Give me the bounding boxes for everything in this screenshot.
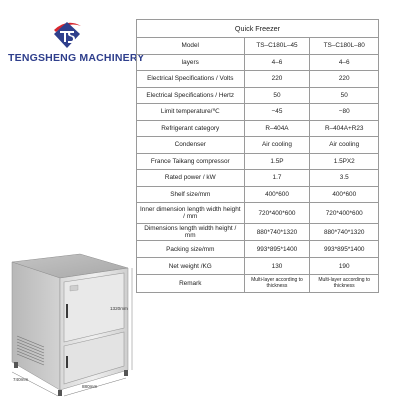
spec-value: 220 (244, 71, 310, 88)
table-row (137, 275, 379, 293)
spec-value: 1.5PX2 (310, 153, 379, 170)
table-row (137, 170, 379, 187)
spec-label: Inner dimension length width height / mm (137, 203, 245, 224)
spec-table-title: Quick Freezer (137, 20, 379, 38)
quick-freezer-illustration (0, 250, 135, 400)
spec-value: −80 (310, 104, 379, 121)
width-dimension-label: 880mm (82, 384, 98, 389)
spec-value: Air cooling (244, 137, 310, 154)
spec-label: Model (137, 38, 245, 55)
spec-value: 1.5P (244, 153, 310, 170)
spec-value: 400*600 (310, 186, 379, 203)
spec-value: 50 (244, 87, 310, 104)
spec-value-model-80: TS–C180L–80 (310, 38, 379, 55)
spec-value: R–404A (244, 120, 310, 137)
spec-value: 993*895*1400 (310, 241, 379, 258)
spec-label: Electrical Specifications / Volts (137, 71, 245, 88)
table-row (137, 203, 379, 224)
spec-value: Multi-layer according to thickness (310, 275, 379, 293)
spec-value: Multi-layer according to thickness (244, 275, 310, 293)
spec-label: Electrical Specifications / Hertz (137, 87, 245, 104)
spec-label: layers (137, 54, 245, 71)
spec-value-model-45: TS–C180L–45 (244, 38, 310, 55)
table-row (137, 153, 379, 170)
spec-value: 4–6 (310, 54, 379, 71)
table-row (137, 120, 379, 137)
table-row (137, 54, 379, 71)
spec-label: Limit temperature/℃ (137, 104, 245, 121)
spec-value: 190 (310, 258, 379, 275)
table-row (137, 87, 379, 104)
table-row (137, 241, 379, 258)
spec-label: France Taikang compressor (137, 153, 245, 170)
spec-value: 50 (310, 87, 379, 104)
ts-logo-icon (50, 18, 84, 50)
spec-label: Shelf size/mm (137, 186, 245, 203)
table-row (137, 38, 379, 55)
table-row (137, 104, 379, 121)
spec-label: Rated power / kW (137, 170, 245, 187)
spec-value: 3.5 (310, 170, 379, 187)
table-row (137, 71, 379, 88)
spec-label: Net weight /KG (137, 258, 245, 275)
table-row (137, 224, 379, 241)
spec-value: 720*400*600 (244, 203, 310, 224)
height-dimension-label: 1320mm (110, 306, 128, 311)
spec-value: 4–6 (244, 54, 310, 71)
spec-label: Remark (137, 275, 245, 293)
spec-label: Condenser (137, 137, 245, 154)
spec-value: 400*600 (244, 186, 310, 203)
spec-value: 720*400*600 (310, 203, 379, 224)
spec-value: R–404A+R23 (310, 120, 379, 137)
depth-dimension-label: 740mm (13, 377, 29, 382)
brand-name: TENGSHENG MACHINERY (8, 52, 145, 64)
table-row (137, 186, 379, 203)
spec-label: Packing size/mm (137, 241, 245, 258)
spec-value: Air cooling (310, 137, 379, 154)
spec-value: 880*740*1320 (244, 224, 310, 241)
spec-label: Refrigerant category (137, 120, 245, 137)
spec-value: 993*895*1400 (244, 241, 310, 258)
spec-table (136, 19, 379, 293)
spec-value: 130 (244, 258, 310, 275)
brand-logo (0, 0, 145, 80)
table-row (137, 258, 379, 275)
spec-table-title-row (137, 20, 379, 38)
spec-value: 220 (310, 71, 379, 88)
spec-value: 880*740*1320 (310, 224, 379, 241)
table-row (137, 137, 379, 154)
spec-value: 1.7 (244, 170, 310, 187)
spec-value: −45 (244, 104, 310, 121)
spec-label: Dimensions length width height / mm (137, 224, 245, 241)
